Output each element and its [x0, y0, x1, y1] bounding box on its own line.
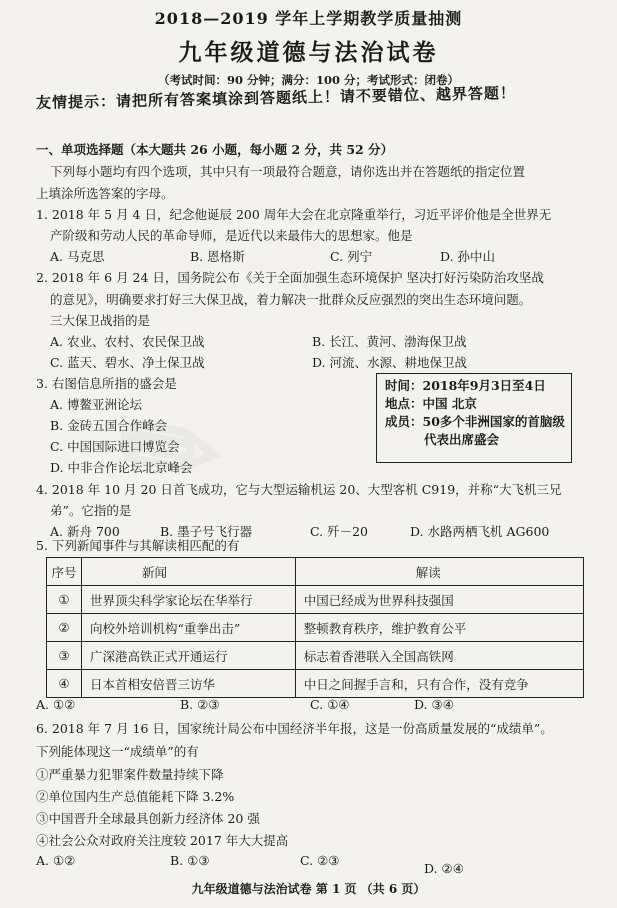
q4-stem-line2: 弟”。它指的是 [50, 503, 132, 518]
row-interpretation: 中国已经成为世界科技强国 [295, 586, 583, 614]
col-header-news: 新闻 [82, 558, 296, 586]
q2-option-b: B. 长江、黄河、渤海保卫战 [312, 334, 467, 349]
section-heading: 一、单项选择题（本大题共 26 小题，每小题 2 分，共 52 分） [36, 142, 394, 157]
q6-option-a: A. ①② [36, 853, 76, 868]
q1-option-c: C. 列宁 [330, 249, 373, 264]
row-interpretation: 中日之间握手言和，只有合作，没有竞争 [295, 670, 583, 698]
q2-stem-line1: 2. 2018 年 6 月 24 日，国务院公布《关于全面加强生态环境保护 坚决打好污染防治攻坚战 [36, 270, 544, 285]
q3-stem: 3. 右图信息所指的盛会是 [36, 376, 177, 391]
exam-info: （考试时间：90 分钟；满分：100 分；考试形式：闭卷） [157, 73, 459, 87]
q6-item-1: ①严重暴力犯罪案件数量持续下降 [36, 767, 224, 782]
table-row [47, 586, 584, 614]
q6-option-b: B. ①③ [170, 853, 210, 868]
q4-option-a: A. 新舟 700 [50, 524, 120, 539]
row-number: ② [47, 614, 82, 642]
section-instruction-line2: 上填涂所选答案的字母。 [36, 186, 174, 201]
info-box-members-cont: 代表出席盛会 [424, 432, 500, 447]
q5-option-a: A. ①② [36, 697, 76, 712]
q2-stem-line2: 的意见》，明确要求打好三大保卫战，着力解决一批群众反应强烈的突出生态环境问题。 [50, 292, 532, 307]
q1-stem-line2: 产阶级和劳动人民的革命导师，是近代以来最伟大的思想家。他是 [50, 228, 413, 243]
section-instruction-line1: 下列每小题均有四个选项，其中只有一项最符合题意，请你选出并在答题纸的指定位置 [50, 164, 526, 179]
q3-option-d: D. 中非合作论坛北京峰会 [50, 460, 193, 475]
exam-title: 九年级道德与法治试卷 [178, 39, 439, 66]
table-row [47, 670, 584, 698]
school-year-heading: 2018—2019 学年上学期教学质量抽测 [154, 9, 463, 28]
row-news: 广深港高铁正式开通运行 [82, 642, 296, 670]
q2-option-a: A. 农业、农村、农民保卫战 [50, 334, 205, 349]
row-news: 世界顶尖科学家论坛在华举行 [82, 586, 296, 614]
q5-stem: 5. 下列新闻事件与其解读相匹配的有 [36, 538, 240, 553]
q1-option-b: B. 恩格斯 [190, 249, 245, 264]
row-number: ① [47, 586, 82, 614]
q6-stem-line1: 6. 2018 年 7 月 16 日，国家统计局公布中国经济半年报，这是一份高质量发展的“成绩单”。 [36, 721, 553, 736]
q2-option-c: C. 蓝天、碧水、净土保卫战 [50, 355, 205, 370]
row-interpretation: 整顿教育秩序，维护教育公平 [295, 614, 583, 642]
q5-option-d: D. ③④ [414, 697, 454, 712]
info-box-place: 地点：中国 北京 [385, 396, 477, 411]
q1-option-d: D. 孙中山 [440, 249, 496, 264]
row-news: 日本首相安倍晋三访华 [82, 670, 296, 698]
q5-option-b: B. ②③ [180, 697, 220, 712]
q6-stem-line2: 下列能体现这一“成绩单”的有 [36, 744, 199, 759]
row-number: ③ [47, 642, 82, 670]
q2-stem-line3: 三大保卫战指的是 [50, 313, 151, 328]
q3-info-box [376, 373, 572, 463]
q4-stem-line1: 4. 2018 年 10 月 20 日首飞成功，它与大型运输机运 20、大型客机 C919，并称“大飞机三兄 [36, 482, 562, 497]
q4-option-c: C. 歼－20 [310, 524, 368, 539]
q5-news-table [46, 557, 584, 698]
q5-option-c: C. ①④ [310, 697, 350, 712]
q4-option-d: D. 水路两栖飞机 AG600 [410, 524, 550, 539]
info-box-members: 成员：50多个非洲国家的首脑级 [385, 414, 565, 429]
q3-option-b: B. 金砖五国合作峰会 [50, 418, 168, 433]
row-news: 向校外培训机构“重拳出击” [82, 614, 296, 642]
q2-option-d: D. 河流、水源、耕地保卫战 [312, 355, 468, 370]
q6-option-d: D. ②④ [424, 861, 464, 876]
q4-option-b: B. 墨子号飞行器 [160, 524, 253, 539]
q6-option-c: C. ②③ [300, 853, 340, 868]
q6-item-2: ②单位国内生产总值能耗下降 3.2% [36, 789, 235, 804]
row-number: ④ [47, 670, 82, 698]
table-header-row [47, 558, 584, 586]
q6-item-3: ③中国晋升全球最具创新力经济体 20 强 [36, 811, 260, 826]
row-interpretation: 标志着香港联入全国高铁网 [295, 642, 583, 670]
q3-option-c: C. 中国国际进口博览会 [50, 439, 180, 454]
table-row [47, 614, 584, 642]
page-footer: 九年级道德与法治试卷 第 1 页 （共 6 页） [191, 882, 426, 896]
info-box-time: 时间：2018年9月3日至4日 [385, 378, 546, 393]
q6-item-4: ④社会公众对政府关注度较 2017 年大大提高 [36, 833, 289, 848]
q3-option-a: A. 博鳌亚洲论坛 [50, 397, 142, 412]
friendly-tip: 友情提示：请把所有答案填涂到答题纸上！请不要错位、越界答题！ [35, 83, 517, 112]
table-row [47, 642, 584, 670]
col-header-number: 序号 [47, 558, 82, 586]
q1-stem-line1: 1. 2018 年 5 月 4 日，纪念他诞辰 200 周年大会在北京隆重举行，习近平评价他是全世界无 [36, 207, 552, 222]
col-header-interpretation: 解读 [295, 558, 583, 586]
q1-option-a: A. 马克思 [50, 249, 105, 264]
